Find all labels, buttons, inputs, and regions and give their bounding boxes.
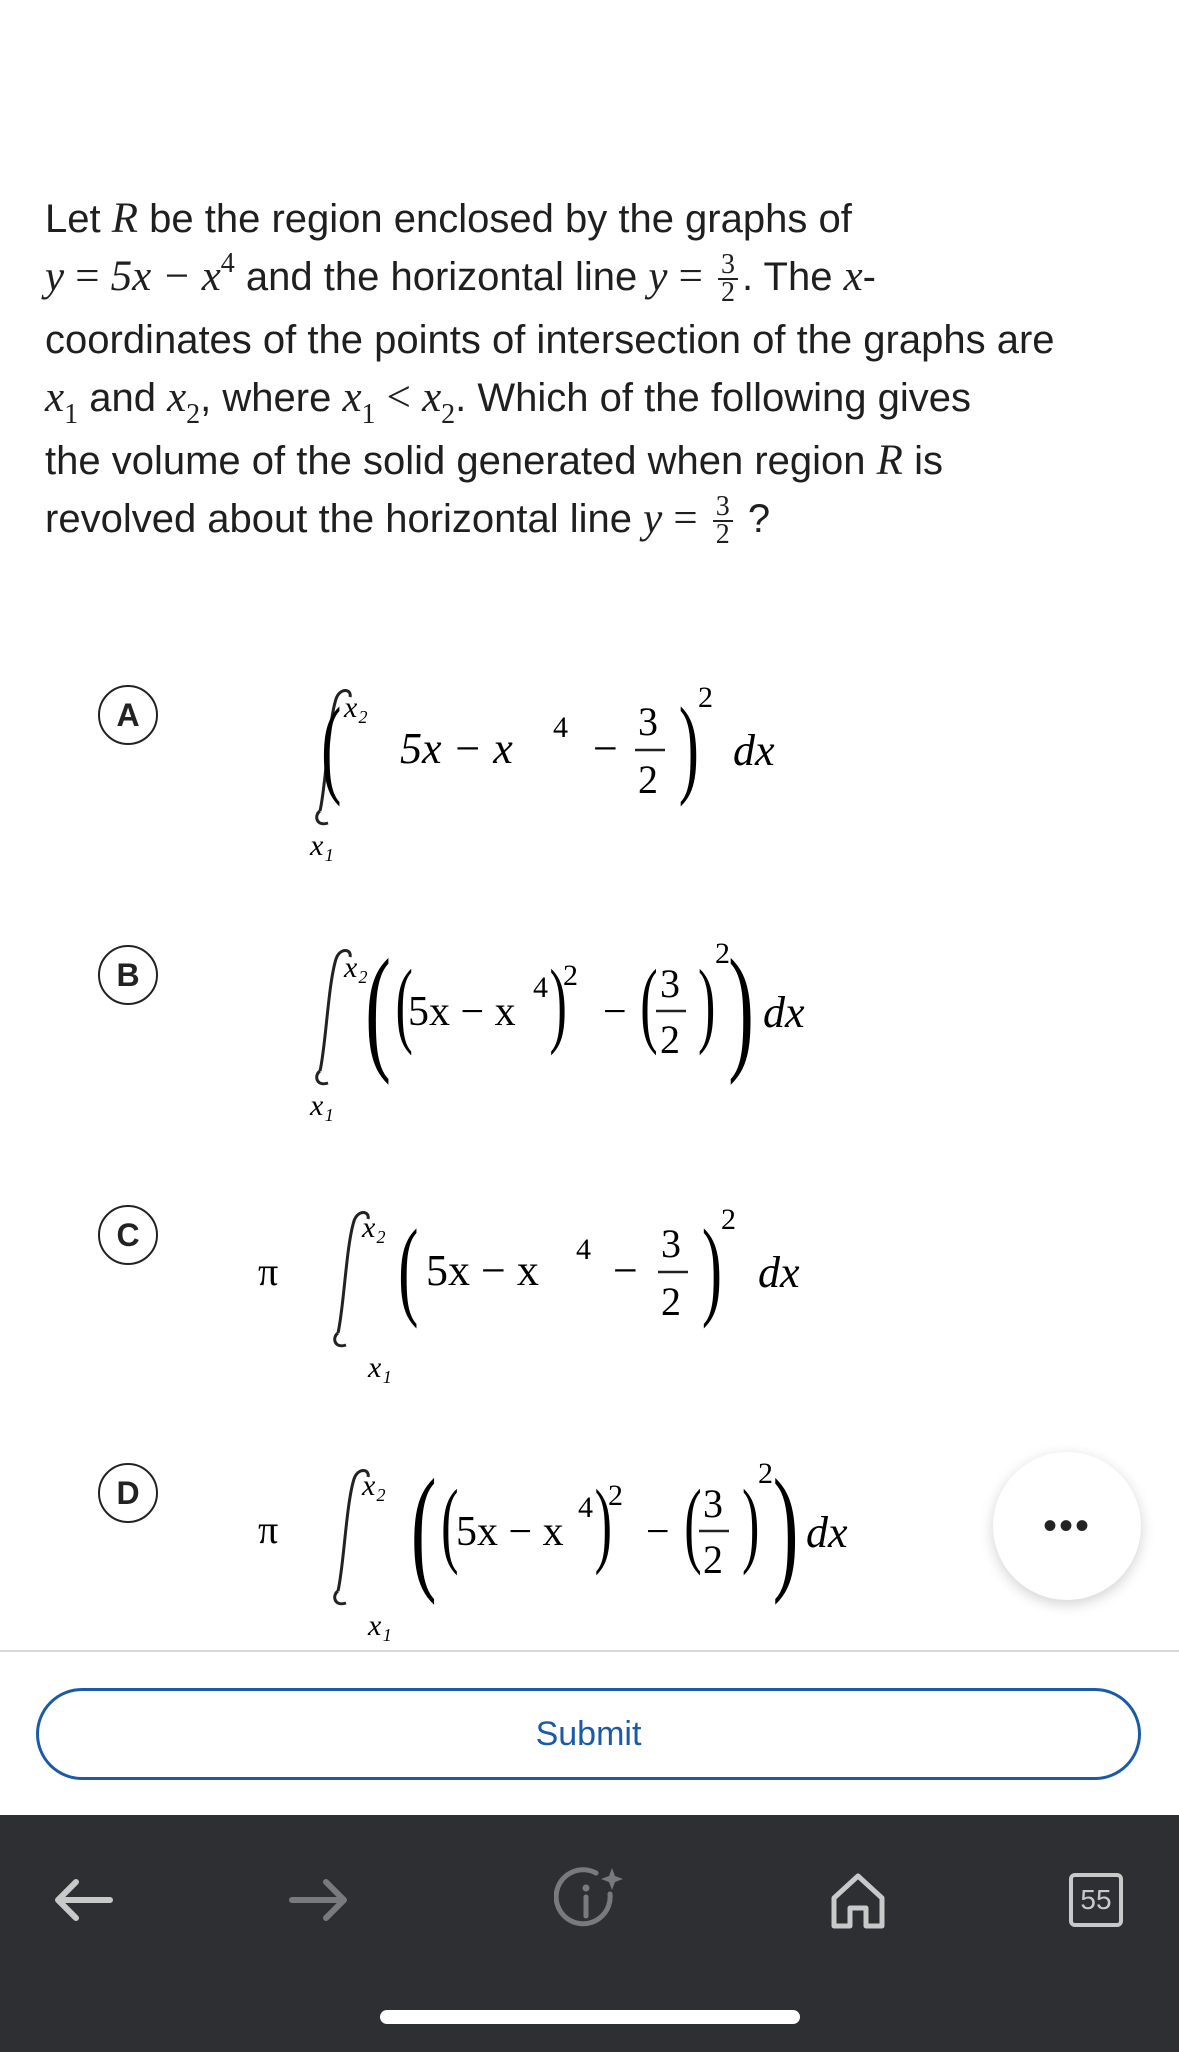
svg-text:2: 2 bbox=[715, 937, 730, 970]
choice-b-expression bbox=[258, 925, 1158, 1125]
svg-text:4: 4 bbox=[553, 711, 568, 744]
svg-text:2: 2 bbox=[698, 681, 713, 714]
svg-text:2: 2 bbox=[563, 959, 578, 992]
fraction-three-halves: $\frac{3}{2}$ bbox=[718, 252, 738, 306]
svg-text:3: 3 bbox=[703, 1481, 723, 1526]
svg-text:4: 4 bbox=[576, 1233, 591, 1266]
svg-text:(: ( bbox=[640, 950, 658, 1057]
svg-text:): ) bbox=[701, 1208, 722, 1330]
question-line-4: $x_1$ and $x_2$, where $x_1 < x_2$. Which of the following gives bbox=[45, 374, 971, 430]
question-text bbox=[45, 190, 1145, 551]
svg-text:(: ( bbox=[365, 931, 391, 1086]
svg-text:): ) bbox=[594, 1470, 613, 1577]
svg-text:2: 2 bbox=[608, 1479, 623, 1512]
svg-text:dx: dx bbox=[806, 1508, 848, 1557]
choice-b-radio[interactable]: B bbox=[98, 945, 158, 1005]
choice-a-radio[interactable]: A bbox=[98, 685, 158, 745]
svg-text:): ) bbox=[698, 950, 716, 1057]
svg-text:): ) bbox=[549, 950, 567, 1057]
svg-text:−: − bbox=[613, 1246, 638, 1295]
svg-text:4: 4 bbox=[533, 971, 548, 1004]
svg-text:5x − x: 5x − x bbox=[456, 1509, 564, 1555]
svg-text:2: 2 bbox=[703, 1537, 723, 1582]
svg-text:x₁: x₁ bbox=[310, 1089, 334, 1122]
question-line-3: coordinates of the points of intersection of the graphs are bbox=[45, 318, 1055, 362]
svg-text:(: ( bbox=[684, 1470, 702, 1577]
question-line-6: revolved about the horizontal line y = $\frac{3}{2}$ ? bbox=[45, 491, 771, 551]
arrow-right-icon[interactable] bbox=[280, 1860, 360, 1940]
integral-expression bbox=[258, 925, 1158, 1125]
question-line-1: Let R be the region enclosed by the graphs of bbox=[45, 195, 852, 242]
svg-text:): ) bbox=[772, 1451, 799, 1606]
svg-text:5x − x: 5x − x bbox=[426, 1246, 539, 1295]
svg-text:2: 2 bbox=[721, 1203, 736, 1236]
choice-c[interactable] bbox=[98, 1203, 1178, 1384]
svg-text:): ) bbox=[728, 931, 754, 1086]
question-line-5: the volume of the solid generated when region R is bbox=[45, 437, 943, 484]
svg-text:2: 2 bbox=[758, 1457, 773, 1490]
svg-text:x₂: x₂ bbox=[362, 1211, 386, 1244]
svg-text:5x − x: 5x − x bbox=[400, 724, 513, 773]
svg-text:2: 2 bbox=[660, 1017, 680, 1062]
more-options-button[interactable]: ••• bbox=[993, 1452, 1141, 1600]
svg-text:x₂: x₂ bbox=[362, 1469, 386, 1502]
choice-a[interactable] bbox=[98, 681, 1178, 862]
svg-text:−: − bbox=[593, 724, 618, 773]
svg-text:(: ( bbox=[395, 950, 413, 1057]
left-paren: ( bbox=[321, 686, 342, 808]
svg-text:): ) bbox=[742, 1470, 760, 1577]
svg-text:2: 2 bbox=[638, 757, 658, 802]
svg-text:(: ( bbox=[441, 1470, 459, 1577]
choice-b[interactable] bbox=[98, 931, 1178, 1122]
svg-text:3: 3 bbox=[638, 699, 658, 744]
tab-count: 55 bbox=[1069, 1873, 1123, 1927]
svg-text:(: ( bbox=[398, 1208, 419, 1330]
arrow-left-icon[interactable] bbox=[42, 1860, 122, 1940]
svg-text:3: 3 bbox=[660, 961, 680, 1006]
lower-limit: x₁ bbox=[310, 829, 334, 862]
svg-text:−: − bbox=[603, 989, 627, 1035]
gesture-home-indicator bbox=[380, 2010, 800, 2024]
fraction-three-halves: $\frac{3}{2}$ bbox=[713, 494, 733, 548]
right-paren: ) bbox=[678, 686, 699, 808]
integral-expression bbox=[258, 665, 1158, 865]
svg-text:x₁: x₁ bbox=[368, 1351, 392, 1384]
choice-c-expression bbox=[258, 1185, 1158, 1385]
svg-text:dx: dx bbox=[733, 726, 775, 775]
svg-text:π: π bbox=[258, 1507, 279, 1552]
svg-text:dx: dx bbox=[758, 1248, 800, 1297]
choice-c-radio[interactable]: C bbox=[98, 1205, 158, 1265]
upper-limit: x₂ bbox=[344, 691, 368, 724]
svg-text:dx: dx bbox=[763, 988, 805, 1037]
svg-text:x₁: x₁ bbox=[368, 1609, 392, 1642]
svg-text:−: − bbox=[646, 1509, 670, 1555]
choice-a-expression bbox=[258, 665, 1158, 865]
question-line-2: $y = 5x - x^4$ and the horizontal line y = $\frac{3}{2}$ . The x- bbox=[45, 248, 876, 309]
svg-text:3: 3 bbox=[661, 1221, 681, 1266]
pi-symbol: π bbox=[258, 1249, 279, 1294]
svg-text:2: 2 bbox=[661, 1279, 681, 1324]
svg-text:x₂: x₂ bbox=[344, 951, 368, 984]
svg-text:5x − x: 5x − x bbox=[408, 989, 516, 1035]
svg-text:(: ( bbox=[410, 1451, 437, 1606]
svg-text:4: 4 bbox=[578, 1491, 593, 1524]
choice-d-radio[interactable]: D bbox=[98, 1463, 158, 1523]
tab-switcher-button[interactable] bbox=[1056, 1860, 1136, 1940]
integral-expression bbox=[258, 1185, 1158, 1385]
info-sparkle-icon[interactable] bbox=[550, 1860, 630, 1940]
submit-bar bbox=[0, 1650, 1179, 1815]
submit-button[interactable]: Submit bbox=[36, 1688, 1141, 1780]
home-icon[interactable] bbox=[818, 1860, 898, 1940]
browser-navigation-bar bbox=[0, 1815, 1179, 2052]
